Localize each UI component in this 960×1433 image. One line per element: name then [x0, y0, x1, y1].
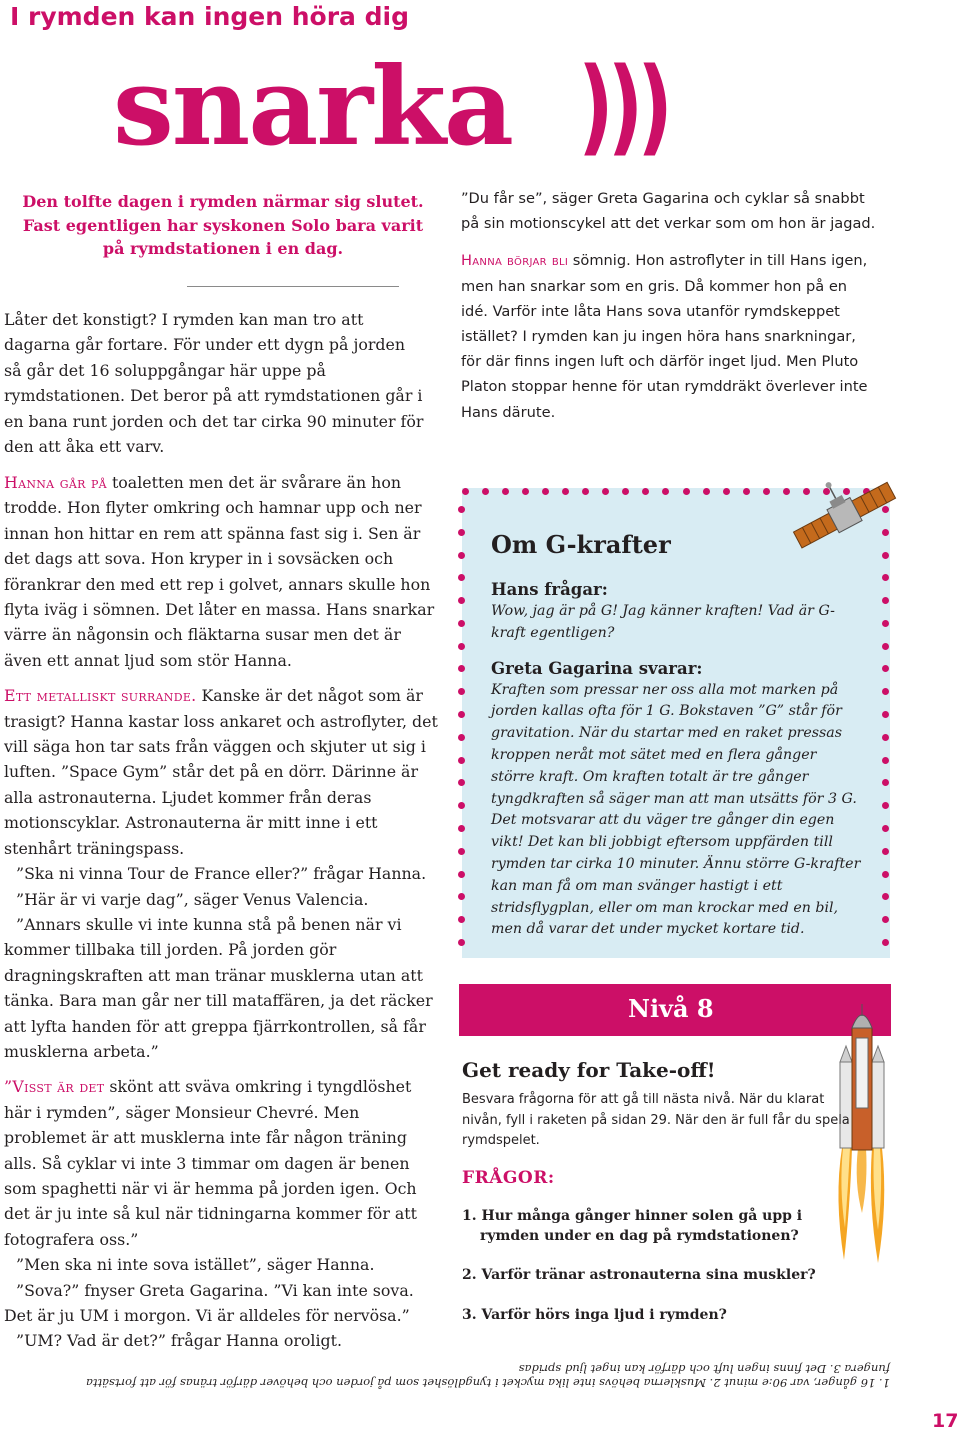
paragraph: Hanna börjar bli sömnig. Hon astroflyter in till Hans igen, men han snarkar som en gris. Då kommer hon på en idé. Varför inte låta Hans sova utanför rymdskeppet istället? I rymden kan ju ingen höra hans snarkningar, för där finns ingen luft och därför inget ljud. Men Pluto Platon stoppar henne för utan rymddräkt överlever inte Hans därute.	[461, 252, 868, 421]
paragraph-lead: Hanna börjar bli	[461, 252, 569, 270]
border-dot	[458, 620, 465, 627]
border-dot	[723, 488, 730, 495]
paragraph: ”Men ska ni inte sova istället”, säger Hanna.	[16, 1255, 375, 1275]
border-dot	[458, 871, 465, 878]
border-dot	[882, 757, 889, 764]
border-dot	[602, 488, 609, 495]
dotted-border-left	[458, 506, 465, 946]
question-item: 3. Varför hörs inga ljud i rymden?	[462, 1307, 727, 1323]
border-dot	[662, 488, 669, 495]
paragraph: ”Här är vi varje dag”, säger Venus Valencia.	[16, 889, 369, 909]
border-dot	[683, 488, 690, 495]
border-dot	[458, 711, 465, 718]
border-dot	[743, 488, 750, 495]
border-dot	[458, 757, 465, 764]
border-dot	[458, 574, 465, 581]
border-dot	[882, 620, 889, 627]
border-dot	[458, 893, 465, 900]
paragraph: ”Sova?” fnyser Greta Gagarina. ”Vi kan inte sova. Det är ju UM i morgon. Vi är alldeles för nervösa.”	[4, 1280, 414, 1325]
border-dot	[882, 916, 889, 923]
g-box-content	[491, 580, 861, 941]
border-dot	[542, 488, 549, 495]
border-dot	[882, 871, 889, 878]
border-dot	[458, 552, 465, 559]
paragraph: ”Du får se”, säger Greta Gagarina och cyklar så snabbt på sin motionscykel att det verkar som om hon är jagad.	[461, 190, 876, 233]
satellite-icon	[790, 472, 900, 560]
border-dot	[882, 825, 889, 832]
page-kicker-title: I rymden kan ingen höra dig	[10, 2, 409, 31]
question-item: 1. Hur många gånger hinner solen gå upp i rymden under en dag på rymdstationen?	[462, 1208, 803, 1244]
headline-word: snarka	[113, 44, 513, 170]
border-dot	[458, 848, 465, 855]
question-heading: Hans frågar:	[491, 580, 608, 599]
takeoff-title: Get ready for Take-off!	[462, 1058, 716, 1082]
left-column-part-2	[4, 470, 440, 1354]
answer-text: Kraften som pressar ner oss alla mot marken på jorden kallas ofta för 1 G. Bokstaven ”G” står för gravitation. När du startar med en raket pressas kroppen neråt mot sätet med en flera gånger större kraft. Om kraften totalt är tre gånger tyngdkraften så säger man att man utsätts för 3 G. Det motsvarar att du väger tre gånger din egen vikt! Det kan bli jobbigt eftersom uppfärden till rymden tar cirka 10 minuter. Ännu större G-krafter kan man få om man svänger hastigt i ett stridsflygplan, eller om man krockar med en bil, men då varar det under mycket kortare tid.	[491, 681, 861, 938]
questions-heading: FRÅGOR:	[462, 1168, 555, 1188]
border-dot	[882, 848, 889, 855]
border-dot	[458, 734, 465, 741]
paragraph: Hanna går på toaletten men det är svårare än hon trodde. Hon flyter omkring och hamnar upp och ner innan hon hittar en rem att spänna fast sig i. Sen är det dags att sova. Hon kryper in i sovsäcken och förankrar den med ett rep i golvet, annars skulle hon flyta iväg i sömnen. Det låter en massa. Hans snarkar värre än någonsin och fläktarna susar men det är även ett annat ljud som stör Hanna.	[4, 473, 435, 670]
border-dot	[458, 597, 465, 604]
paragraph: Ett metalliskt surrande. Kanske är det något som är trasigt? Hanna kastar loss ankaret och astroflyter, det vill säga hon tar sats från väggen och skjuter ut sig i luften. ”Space Gym” står det på en dörr. Därinne är alla astronauterna. Ljudet kommer från deras motionscyklar. Astronauterna är mitt inne i ett stenhårt träningspass.	[4, 686, 438, 858]
paragraph: ”Visst är det skönt att sväva omkring i tyngdlöshet här i rymden”, säger Monsieur Chevré. Men problemet är att musklerna inte får någon träning alls. Så cyklar vi inte 3 timmar om dagen är benen som spaghetti när vi är hemma på jorden igen. Och det är ju inte så kul när tidningarna kommer för att fotografera oss.”	[4, 1077, 418, 1249]
g-box-title: Om G-krafter	[491, 530, 671, 559]
page-number: 17	[932, 1410, 959, 1432]
border-dot	[458, 779, 465, 786]
border-dot	[882, 688, 889, 695]
border-dot	[882, 643, 889, 650]
border-dot	[458, 802, 465, 809]
border-dot	[458, 665, 465, 672]
paragraph-lead: ”Visst är det	[4, 1077, 105, 1097]
border-dot	[482, 488, 489, 495]
border-dot	[882, 802, 889, 809]
upside-down-answers: 1. 16 gånger, var 90:e minut 2. Musklerna behövs inte lika mycket i tyngdlöshet som på jorden och behöver därför tränas för att fortsätta fungera 3. Det finns ingen luft och därför kan inget ljud spridas	[86, 1362, 890, 1390]
border-dot	[522, 488, 529, 495]
level-banner-label: Nivå 8	[628, 994, 714, 1023]
border-dot	[622, 488, 629, 495]
border-dot	[882, 665, 889, 672]
border-dot	[763, 488, 770, 495]
border-dot	[458, 688, 465, 695]
border-dot	[582, 488, 589, 495]
border-dot	[783, 488, 790, 495]
border-dot	[462, 488, 469, 495]
border-dot	[458, 529, 465, 536]
paragraph: ”Annars skulle vi inte kunna stå på benen när vi kommer tillbaka till jorden. På jorden gör dragningskraften att man tränar musklerna utan att tänka. Bara man går ner till mataffären, ja det räcker att lyfta handen för att greppa fjärrkontrollen, så får musklerna arbeta.”	[4, 914, 433, 1061]
border-dot	[882, 734, 889, 741]
border-dot	[458, 643, 465, 650]
border-dot	[882, 779, 889, 786]
border-dot	[703, 488, 710, 495]
border-dot	[882, 574, 889, 581]
border-dot	[882, 711, 889, 718]
border-dot	[458, 939, 465, 946]
intro-text: Den tolfte dagen i rymden närmar sig slutet. Fast egentligen har syskonen Solo bara varit på rymdstationen i en dag.	[22, 192, 424, 258]
border-dot	[882, 597, 889, 604]
divider	[187, 286, 399, 287]
right-column-text	[461, 186, 901, 425]
paragraph-lead: Hanna går på	[4, 473, 107, 492]
question-text: Wow, jag är på G! Jag känner kraften! Vad är G-kraft egentligen?	[491, 603, 835, 641]
border-dot	[458, 916, 465, 923]
dotted-border-right	[882, 506, 889, 946]
paragraph: Låter det konstigt? I rymden kan man tro att dagarna går fortare. För under ett dygn på jorden så går det 16 soluppgångar här uppe på rymdstationen. Det beror på att rymdstationen går i en bana runt jorden och det tar cirka 90 minuter för den att åka ett varv.	[4, 310, 424, 457]
question-item: 2. Varför tränar astronauterna sina muskler?	[462, 1267, 816, 1283]
border-dot	[502, 488, 509, 495]
border-dot	[458, 506, 465, 513]
border-dot	[882, 893, 889, 900]
paragraph: ”UM? Vad är det?” frågar Hanna oroligt.	[16, 1331, 342, 1351]
left-column-part-1	[4, 307, 440, 459]
takeoff-text: Besvara frågorna för att gå till nästa nivå. När du klarat nivån, fyll i raketen på sidan 29. När den är full får du spela rymdspelet.	[462, 1092, 850, 1149]
border-dot	[642, 488, 649, 495]
answer-heading: Greta Gagarina svarar:	[491, 658, 703, 678]
border-dot	[882, 939, 889, 946]
sound-waves-glyph: )))	[578, 45, 667, 167]
border-dot	[458, 825, 465, 832]
paragraph: ”Ska ni vinna Tour de France eller?” frågar Hanna.	[16, 864, 427, 884]
paragraph-lead: Ett metalliskt surrande.	[4, 686, 197, 706]
border-dot	[562, 488, 569, 495]
